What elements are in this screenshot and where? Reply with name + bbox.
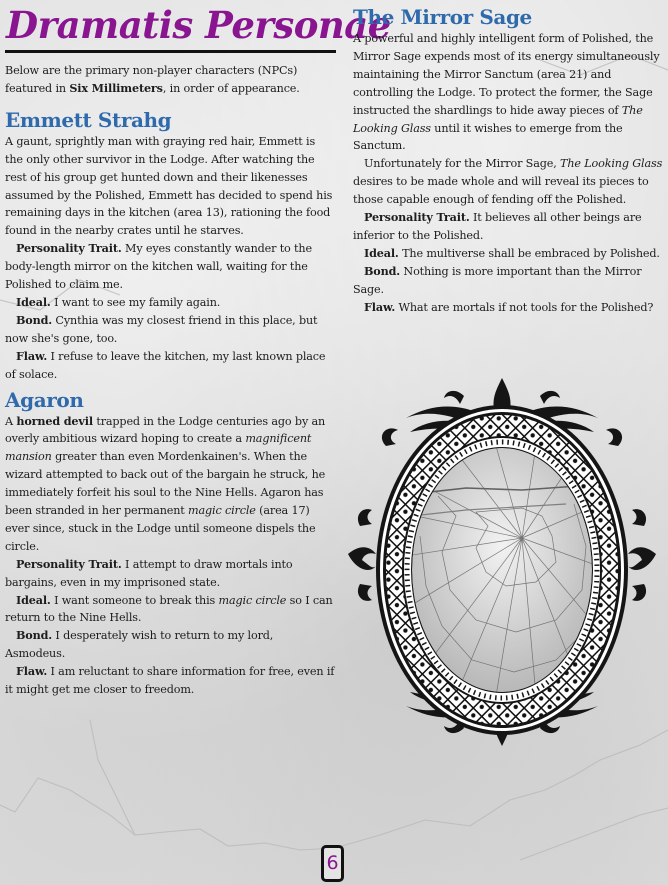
- trait-label: Ideal.: [364, 245, 399, 260]
- trait-label: Flaw.: [16, 348, 48, 363]
- spell-name: magnificent mansion: [5, 432, 312, 464]
- trait-label: Personality Trait.: [364, 210, 470, 225]
- spell-name: magic circle: [218, 593, 287, 607]
- npc-description-continued: [353, 155, 665, 209]
- npc-trait-ideal: [5, 592, 335, 628]
- description-text: A: [5, 414, 17, 428]
- title-divider: [5, 50, 336, 53]
- trait-label: Ideal.: [16, 294, 51, 309]
- left-column: [5, 0, 391, 699]
- trait-text: Cynthia was my closest friend in this place, but now she's gone, too.: [5, 313, 318, 345]
- description-text: (area 17) ever since, stuck in the Lodge until someone dispels the circle.: [5, 504, 316, 553]
- npc-heading-mirror-sage: The Mirror Sage: [353, 5, 532, 29]
- description-text: desires to be made whole and will reveal its pieces to those capable enough of fending off the Polished.: [353, 175, 649, 207]
- npc-trait-flaw: [353, 299, 665, 317]
- ornate-broken-mirror-icon: [346, 376, 658, 748]
- trait-label: Bond.: [16, 628, 53, 643]
- trait-text: I want someone to break this: [50, 593, 219, 607]
- creature-name: horned devil: [16, 413, 93, 428]
- npc-description: A gaunt, sprightly man with graying red hair, Emmett is the only other survivor in the Lodge. After watching the rest of his group get hunted down and their likenesses assumed by the Polished, Emmett has decided to spend his remaining days in the kitchen (area 13), rationing the food found in the nearby crates until he starves.: [5, 134, 333, 238]
- trait-label: Personality Trait.: [16, 241, 122, 256]
- intro-text-end: , in order of appearance.: [162, 81, 300, 95]
- intro-paragraph: [5, 62, 335, 98]
- intro-text: Below are the primary non-player characters (NPCs) featured in: [5, 64, 298, 95]
- spell-name: magic circle: [188, 504, 256, 518]
- trait-text: so I can return to the Nine Hells.: [5, 593, 333, 625]
- npc-trait-bond: [5, 312, 335, 348]
- right-column: [353, 0, 665, 317]
- page-number: 6: [321, 845, 344, 882]
- trait-label: Ideal.: [16, 592, 51, 607]
- trait-text: What are mortals if not tools for the Polished?: [395, 300, 654, 314]
- item-name: The Looking Glass: [353, 103, 643, 135]
- npc-heading-emmett-strahg: Emmett Strahg: [5, 107, 172, 132]
- description-text: trapped in the Lodge centuries ago by an overly ambitious wizard hoping to create a: [5, 414, 326, 446]
- trait-text: I refuse to leave the kitchen, my last known place of solace.: [5, 349, 326, 381]
- description-text: Unfortunately for the Mirror Sage,: [364, 157, 561, 171]
- npc-trait-personality: [5, 556, 335, 592]
- description-text: A powerful and highly intelligent form of Polished, the Mirror Sage expends most of its energy simultaneously maintaining the Mirror Sanctum (area 21) and controlling the Lodge. To protect the former, the Sage instructed the shardlings to hide away pieces of: [353, 32, 660, 117]
- npc-description: [5, 413, 335, 556]
- trait-label: Bond.: [364, 263, 401, 278]
- npc-trait-personality: [353, 209, 665, 245]
- npc-description: [353, 30, 665, 155]
- npc-heading-agaron: Agaron: [5, 387, 84, 412]
- page-title: Dramatis Personae: [6, 3, 391, 47]
- npc-trait-bond: [5, 627, 335, 663]
- npc-trait-ideal: [353, 245, 665, 263]
- trait-text: My eyes constantly wander to the body-length mirror on the kitchen wall, waiting for the Polished to claim me.: [5, 242, 312, 292]
- trait-text: I attempt to draw mortals into bargains, even in my imprisoned state.: [5, 557, 293, 589]
- item-name: The Looking Glass: [560, 157, 663, 171]
- intro-adventure-title: Six Millimeters: [69, 80, 163, 95]
- trait-text: The multiverse shall be embraced by Polished.: [398, 246, 660, 260]
- trait-label: Flaw.: [16, 664, 48, 679]
- trait-label: Personality Trait.: [16, 556, 122, 571]
- trait-text: I desperately wish to return to my lord, Asmodeus.: [5, 629, 274, 661]
- trait-label: Flaw.: [364, 299, 396, 314]
- npc-trait-ideal: [5, 294, 335, 312]
- description-text: greater than even Mordenkainen's. When the wizard attempted to back out of the bargain he struck, he immediately forfeit his soul to the Nine Hells. Agaron has been stranded in her permanent: [5, 450, 326, 518]
- trait-text: I am reluctant to share information for free, even if it might get me closer to freedom.: [5, 665, 335, 697]
- npc-trait-flaw: [5, 663, 335, 699]
- npc-trait-personality: [5, 240, 335, 294]
- trait-text: Nothing is more important than the Mirror Sage.: [353, 264, 642, 296]
- trait-text: It believes all other beings are inferior to the Polished.: [353, 211, 642, 242]
- trait-label: Bond.: [16, 312, 53, 327]
- npc-trait-flaw: [5, 348, 335, 384]
- trait-text: I want to see my family again.: [50, 295, 221, 309]
- npc-trait-bond: [353, 263, 665, 299]
- description-text: until it wishes to emerge from the Sanctum.: [353, 121, 623, 153]
